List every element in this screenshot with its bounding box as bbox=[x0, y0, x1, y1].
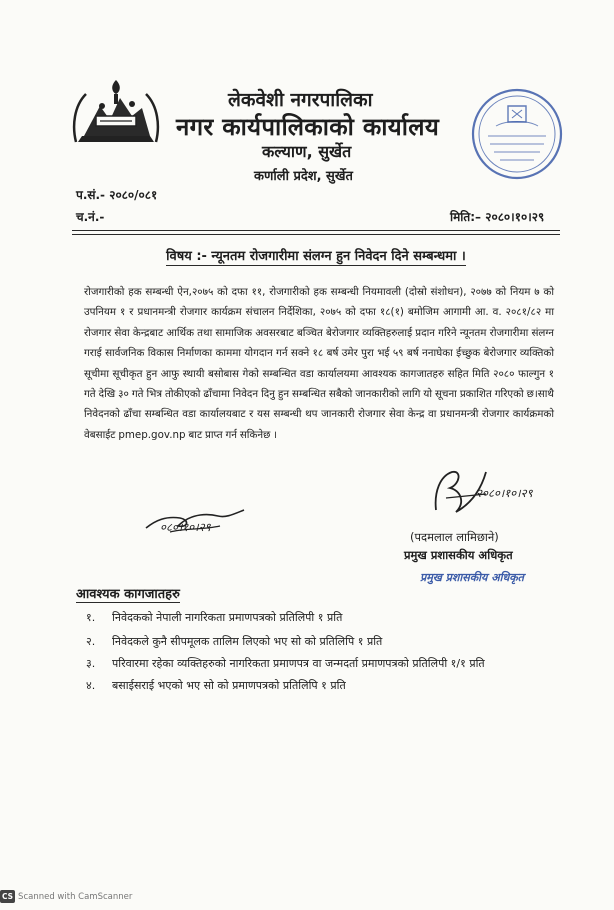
office-seal-stamp bbox=[466, 84, 568, 184]
scanner-text: Scanned with CamScanner bbox=[18, 892, 133, 902]
letter-date: मिति:– २०८०।१०।२९ bbox=[450, 210, 545, 224]
nepal-emblem-logo bbox=[70, 76, 162, 146]
signature-date-right: २०८०।१०।२९ bbox=[476, 486, 533, 500]
officer-stamp: प्रमुख प्रशासकीय अधिकृत bbox=[420, 571, 524, 584]
requirement-item: ३. परिवारमा रहेका व्यक्तिहरुको नागरिकता प्रमाणपत्र वा जन्मदर्ता प्रमाणपत्रको प्रतिलिपी १/१ प्रति bbox=[86, 657, 485, 670]
dispatch-number: च.नं.- bbox=[76, 210, 105, 224]
subject-text: विषय :- न्यूनतम रोजगारीमा संलग्न हुन निवेदन दिने सम्बन्धमा । bbox=[166, 249, 466, 264]
requirement-item: ४. बसाईसराई भएको भए सो को प्रमाणपत्रको प्रतिलिपि १ प्रति bbox=[86, 679, 346, 692]
header-rule-thin bbox=[72, 234, 560, 235]
subject-line bbox=[72, 246, 560, 264]
scanner-watermark bbox=[0, 890, 132, 903]
office-name: नगर कार्यपालिकाको कार्यालय bbox=[176, 113, 440, 141]
requirements-heading: आवश्यक कागजातहरु bbox=[76, 584, 180, 603]
camscanner-badge-icon: CS bbox=[2, 892, 14, 901]
signature-date-left: ०८०।१०।२९ bbox=[160, 520, 211, 534]
notice-body: रोजगारीको हक सम्बन्धी ऐन,२०७५ को दफा ११, रोजगारीको हक सम्बन्धी नियमावली (दोस्रो संशोधन), २०७७ को नियम ७ को उपनियम १ र प्रधानमन्त्री रोजगार कार्यक्रम संचालन निर्देशिका, २०७५ को दफा १८(१) बमोजिम आगामी आ. व. २०८१/८२ मा रोजगार सेवा केन्द्रबाट आर्थिक तथा सामाजिक अवसरबाट बञ्चित बेरोजगार व्यक्तिहरुलाई प्रदान गरिने न्यूनतम रोजगारीमा संलग्न गराई सार्वजनिक विकास निर्माणका काममा योगदान गर्न सक्ने १८ बर्ष उमेर पुरा भई ५९ बर्ष ननाघेका ईच्छुक बेरोजगार व्यक्तिको सूचीमा सूचीकृत हुन आफु स्थायी बसोबास गेको सम्बन्धित वडा कार्यालयमा आवश्यक कागजातहरु सहित मिति २०८० फाल्गुन १ गते देखि ३० गते भित्र तोकीएको ढाँचामा निवेदन दिनु हुन सम्बन्धित सबैको जानकारीको लागि यो सूचना प्रकाशित गरिएको छ।साथै निवेदनको ढाँचा सम्बन्धित वडा कार्यालयबाट र यस सम्बन्धी थप जानकारी रोजगार सेवा केन्द्र वा प्रधानमन्त्री रोजगार कार्यक्रमको वेबसाईट pmep.gov.np बाट प्राप्त गर्न सकिनेछ । bbox=[84, 286, 554, 441]
requirement-item: १. निवेदकको नेपाली नागरिकता प्रमाणपत्रको प्रतिलिपी १ प्रति bbox=[86, 611, 343, 624]
municipality-name: लेकवेशी नगरपालिका bbox=[228, 89, 373, 111]
reference-number: प.सं.- २०८०/०८१ bbox=[76, 188, 158, 202]
officer-title: प्रमुख प्रशासकीय अधिकृत bbox=[404, 548, 513, 562]
officer-name: (पदमलाल लामिछाने) bbox=[410, 530, 499, 544]
requirement-item: २. निवेदकले कुनै सीपमूलक तालिम लिएको भए सो को प्रतिलिपि १ प्रति bbox=[86, 635, 383, 648]
office-place: कल्याण, सुर्खेत bbox=[262, 142, 352, 161]
office-province: कर्णाली प्रदेश, सुर्खेत bbox=[254, 169, 353, 184]
header-rule bbox=[72, 230, 560, 231]
